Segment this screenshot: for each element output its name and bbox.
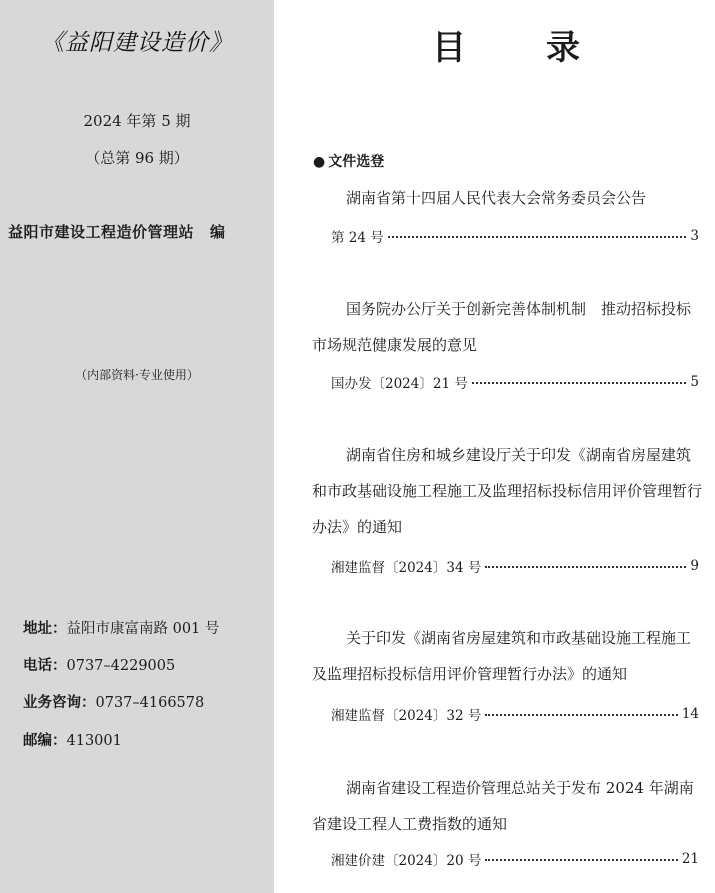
- toc-heading-left: 目: [432, 28, 468, 68]
- editor-name: 益阳市建设工程造价管理站: [8, 223, 195, 241]
- contact-value: 0737–4229005: [66, 658, 176, 674]
- doc-number: 湘建价建〔2024〕20 号: [331, 853, 482, 869]
- dot-leader: [485, 714, 677, 716]
- toc-entry-doc-line[interactable]: [331, 372, 699, 392]
- contact-value: 益阳市康富南路 001 号: [66, 621, 220, 637]
- magazine-title: 《益阳建设造价》: [41, 30, 233, 56]
- doc-number: 湘建监督〔2024〕32 号: [331, 708, 482, 724]
- contact-consult: [23, 691, 204, 712]
- contact-label: 地址：: [23, 621, 67, 637]
- contact-address: [23, 617, 219, 638]
- page-number: 21: [681, 851, 699, 867]
- section-heading: [313, 151, 384, 171]
- section-title: 文件选登: [328, 154, 385, 170]
- internal-note: （内部资料·专业使用）: [75, 368, 199, 382]
- toc-heading: [432, 20, 582, 69]
- contact-value: 0737–4166578: [95, 695, 205, 711]
- page-number: 3: [690, 228, 699, 244]
- toc-entry-title[interactable]: 关于印发《湖南省房屋建筑和市政基础设施工程施工及监理招标投标信用评价管理暂行办法》的通知: [312, 629, 692, 683]
- contact-label: 业务咨询：: [23, 695, 96, 711]
- contact-phone: [23, 654, 175, 675]
- page-number: 5: [690, 374, 699, 390]
- table-of-contents: [274, 0, 715, 893]
- issue-number: 2024 年第 5 期: [83, 112, 191, 130]
- toc-entry-doc-line[interactable]: [331, 704, 699, 724]
- toc-entry-title[interactable]: 国务院办公厅关于创新完善体制机制 推动招标投标市场规范健康发展的意见: [312, 300, 692, 354]
- contact-postcode: [23, 729, 122, 750]
- dot-leader: [485, 566, 686, 568]
- doc-number: 国办发〔2024〕21 号: [331, 376, 468, 392]
- dot-leader: [485, 859, 677, 861]
- toc-heading-right: 录: [546, 28, 582, 68]
- page-number: 9: [690, 558, 699, 574]
- toc-entry-doc-line[interactable]: [331, 226, 699, 246]
- bullet-icon: ●: [313, 154, 326, 170]
- toc-entry-doc-line[interactable]: [331, 556, 699, 576]
- doc-number: 第 24 号: [331, 230, 384, 246]
- contact-value: 413001: [66, 733, 122, 749]
- toc-entry-doc-line[interactable]: [331, 849, 699, 869]
- editor-line: [8, 221, 226, 242]
- toc-entry-title[interactable]: 湖南省住房和城乡建设厅关于印发《湖南省房屋建筑和市政基础设施工程施工及监理招标投标信用评价管理暂行办法》的通知: [312, 446, 703, 536]
- editor-suffix: 编: [210, 223, 226, 241]
- doc-number: 湘建监督〔2024〕34 号: [331, 560, 482, 576]
- sidebar: [0, 0, 274, 893]
- page-number: 14: [681, 706, 699, 722]
- dot-leader: [472, 382, 687, 384]
- dot-leader: [388, 236, 687, 238]
- issue-total: （总第 96 期）: [85, 149, 189, 167]
- toc-entry-title[interactable]: 湖南省第十四届人民代表大会常务委员会公告: [346, 189, 647, 207]
- toc-entry-title[interactable]: 湖南省建设工程造价管理总站关于发布 2024 年湖南省建设工程人工费指数的通知: [312, 779, 694, 833]
- contact-label: 电话：: [23, 658, 67, 674]
- contact-label: 邮编：: [23, 733, 67, 749]
